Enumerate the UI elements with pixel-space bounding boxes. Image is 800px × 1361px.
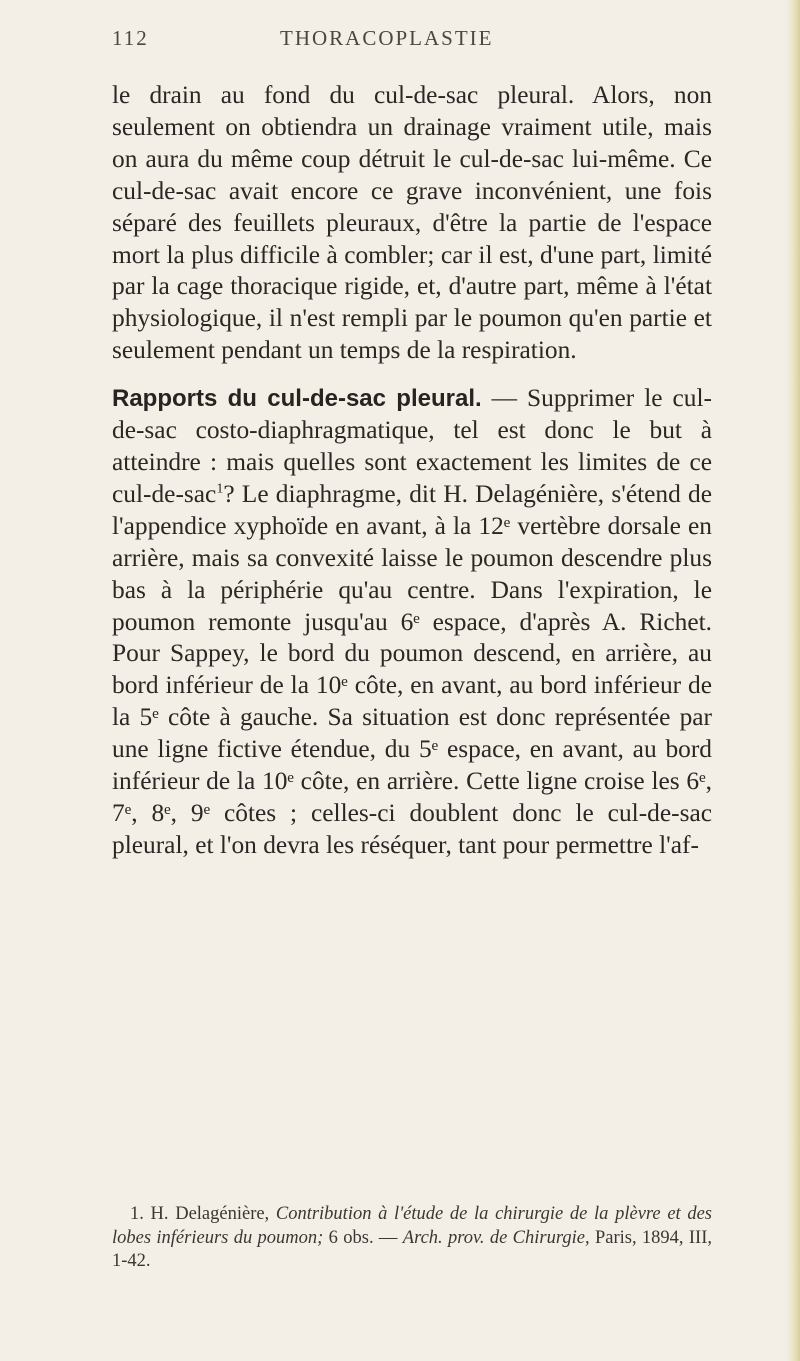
running-title: THORACOPLASTIE (280, 26, 494, 50)
body-text (112, 80, 712, 862)
footnote-middle: 6 obs. — (323, 1227, 403, 1248)
footnotes (112, 1203, 712, 1274)
footnote-marker: 1. (130, 1204, 144, 1224)
paragraph-rapports (112, 383, 712, 862)
footnote-title: Contribution à l'étude de la chirurgie de la plèvre et des lobes inférieurs du poumon; (112, 1204, 712, 1248)
footnote-tail: , Paris, 1894, III, 1-42. (112, 1227, 712, 1271)
page-number: 112 (112, 26, 149, 50)
page-edge-shadow (786, 0, 800, 1361)
section-title: Rapports du cul-de-sac pleural. (112, 385, 482, 413)
running-header (112, 26, 712, 56)
paragraph-rest: ? Le diaphragme, dit H. Delagénière, s'étend de l'appendice xyphoïde en avant, à la 12ᵉ vertèbre dorsale en arrière, mais sa convexité laisse le poumon descendre plus bas à la périphérie qu'au centre. Dans l'expiration, le poumon remonte jusqu'au 6ᵉ espace, d'après A. Richet. Pour Sappey, le bord du poumon descend, en arrière, au bord inférieur de la 10ᵉ côte, en avant, au bord inférieur de la 5ᵉ côte à gauche. Sa situation est donc représentée par une ligne fictive étendue, du 5ᵉ espace, en avant, au bord inférieur de la 10ᵉ côte, en arrière. Cette ligne croise les 6ᵉ, 7ᵉ, 8ᵉ, 9ᵉ côtes ; celles-ci doublent donc le cul-de-sac pleural, et l'on devra les réséquer, tant pour permettre l'af- (112, 479, 712, 859)
footnote-ref: 1 (216, 481, 224, 497)
paragraph-continuation: le drain au fond du cul-de-sac pleural. Alors, non seulement on obtiendra un drainage vraiment utile, mais on aura du même coup détruit le cul-de-sac lui-même. Ce cul-de-sac avait encore ce grave inconvénient, une fois séparé des feuillets pleuraux, d'être la partie de l'espace mort la plus difficile à combler; car il est, d'une part, limité par la cage thoracique rigide, et, d'autre part, même à l'état physiologique, il n'est rempli par le poumon qu'en partie et seulement pendant un temps de la respiration. (112, 81, 712, 365)
footnote-author: H. Delagénière, (143, 1204, 276, 1224)
footnote-journal: Arch. prov. de Chirurgie (402, 1227, 585, 1248)
paragraph-intro: — Supprimer le cul-de-sac costo-diaphragmatique, tel est donc le but à atteindre : mais quelles sont exactement les limites de ce cul-de-sac (112, 384, 712, 508)
footnote-1 (112, 1203, 712, 1274)
